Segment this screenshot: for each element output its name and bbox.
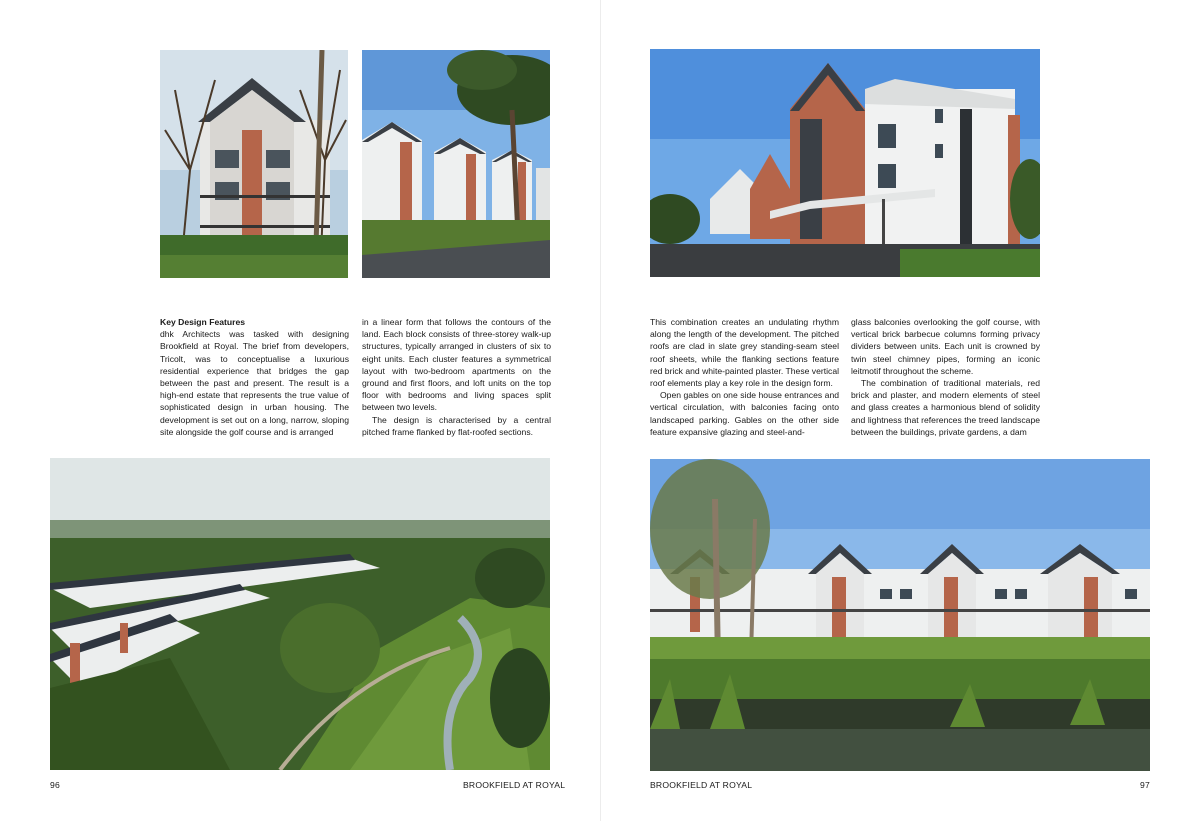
photo-corner-building-parking	[650, 49, 1040, 277]
left-page-column-1	[160, 316, 349, 440]
body-paragraph: Open gables on one side house entrances and vertical circulation, with balconies facing onto landscaped parking. Gables on the other side feature expansive glazing and steel-and-	[650, 390, 839, 437]
body-paragraph: glass balconies overlooking the golf course, with vertical brick barbecue columns forming privacy dividers between units. Each unit is crowned by twin steel chimney pipes, forming an iconic leitmotif throughout the scheme.	[851, 317, 1040, 376]
page-number-left: 96	[50, 780, 60, 790]
photo-buildings-across-dam	[650, 459, 1150, 771]
page-number-right: 97	[1140, 780, 1150, 790]
body-paragraph: The design is characterised by a central pitched frame flanked by flat-roofed sections.	[362, 414, 551, 437]
page-gutter	[600, 0, 601, 821]
body-paragraph: The combination of traditional materials, red brick and plaster, and modern elements of steel and glass creates a harmonious blend of solidity and lightness that references the treed landscape between the buildings, private gardens, a dam	[851, 378, 1040, 437]
section-heading: Key Design Features	[160, 317, 246, 327]
photo-gable-facade-trees	[160, 50, 348, 278]
body-paragraph: dhk Architects was tasked with designing Brookfield at Royal. The brief from developers, Tricolt, was to conceptualise a luxurious residential experience that bridges the gap between the past and present. The result is a high-end estate that represents the true value of sophisticated design in urban housing. The development is set out on a long, narrow, sloping site alongside the golf course and is arranged	[160, 329, 349, 437]
right-page-column-2	[851, 316, 1040, 440]
right-page-column-1	[650, 316, 839, 440]
body-paragraph: in a linear form that follows the contours of the land. Each block consists of three-storey walk-up structures, typically arranged in clusters of six to eight units. Each cluster features a symmetrical layout with two-bedroom apartments on the ground and first floors, and loft units on the top floor with bedrooms and living spaces split between two levels.	[362, 317, 551, 413]
running-title-left: BROOKFIELD AT ROYAL	[463, 780, 566, 790]
photo-aerial-golf-course	[50, 458, 550, 770]
body-paragraph: This combination creates an undulating rhythm along the length of the development. The pitched roofs are clad in slate grey standing-seam steel roof sheets, while the flanking sections feature red brick and white-painted plaster. These vertical roof elements play a key role in the design form.	[650, 317, 839, 389]
left-page-column-2	[362, 316, 551, 440]
running-title-right: BROOKFIELD AT ROYAL	[650, 780, 753, 790]
photo-row-of-gables	[362, 50, 550, 278]
